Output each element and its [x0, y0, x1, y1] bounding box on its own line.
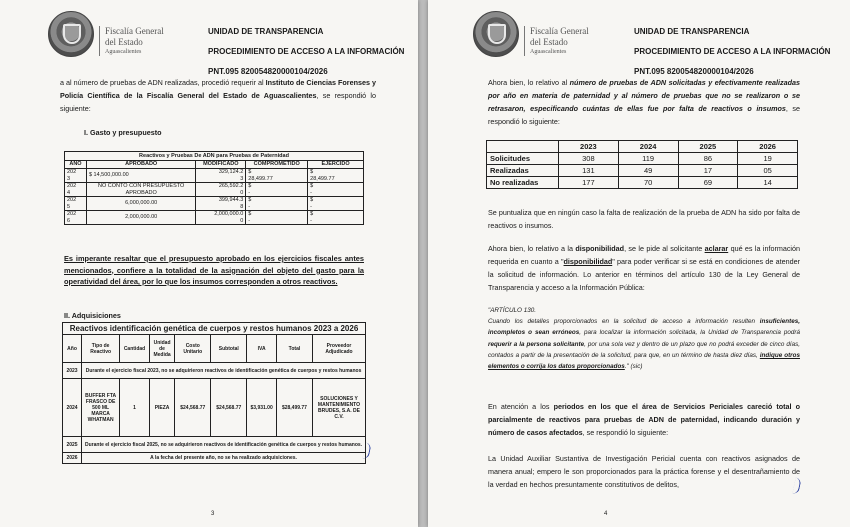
header-titles [634, 22, 830, 82]
table-cell: $24,568.77 [175, 379, 211, 437]
fiscalia-seal-icon [48, 11, 94, 57]
table-cell: $ - [246, 211, 308, 225]
table-cell: 2,000,000.00 [86, 211, 195, 225]
table-cell: 202 6 [65, 211, 87, 225]
table-cell: 69 [678, 177, 738, 189]
procedure-title: PROCEDIMIENTO DE ACCESO A LA INFORMACIÓN [634, 47, 831, 56]
budget-table-caption: Reactivos y Pruebas De ADN para Pruebas de Paternidad [65, 152, 364, 161]
intro-paragraph: a al número de pruebas de ADN realizadas, procedió requerir al Instituto de Ciencias Forenses y Policía Científica de la Fiscalía General del Estado de Aguascalientes, se respondió lo siguiente: [60, 78, 376, 113]
section-heading-gasto: I. Gasto y presupuesto [84, 128, 162, 137]
tests-question-paragraph: Ahora bien, lo relativo al número de pruebas de ADN solicitadas y efectivamente realizadas por año en materia de paternidad y al número de pruebas que no se realizaron o se retrasaron, especificando cuántas de ellas fue por falta de reactivos o insumos, se respondió lo siguiente: [488, 78, 800, 126]
table-cell: 202 4 [65, 183, 87, 197]
availability-paragraph: Ahora bien, lo relativo a la disponibilidad, se le pide al solicitante aclarar qué es la información requerida en cuanto a "disponibilidad" para poder verificar si se está en condiciones de atender la solicitud de información. Lo anterior en términos del artículo 130 de la Ley General de Transparencia y acceso a la Información Pública: [488, 244, 801, 292]
org-name-line2: del Estado [530, 37, 568, 47]
org-brand [99, 26, 209, 56]
unit-title: UNIDAD DE TRANSPARENCIA [634, 27, 750, 36]
org-name-line1: Fiscalía General [530, 26, 589, 36]
table-cell: Realizadas [487, 165, 559, 177]
table-cell: $3,931.00 [247, 379, 277, 437]
budget-emphasis-note: Es imperante resaltar que el presupuesto aprobado en los ejercicios fiscales antes mencionados, confiere a la totalidad de la asignación del objeto del gasto para la operatividad del área, por lo que los insumos corresponden a otros reactivos. [64, 254, 364, 286]
table-row [487, 177, 798, 189]
table-cell: SOLUCIONES Y MANTENIMIENTO BRUDES, S.A. DE C.V. [312, 379, 365, 437]
no-shortage-note: Se puntualiza que en ningún caso la falta de realización de la prueba de ADN ha sido por falta de reactivos o insumos. [488, 208, 800, 230]
table-cell: $ 28,499.77 [246, 169, 308, 183]
table-cell: 265,592.2 0 [196, 183, 246, 197]
table-row [65, 169, 364, 183]
table-cell: 17 [678, 165, 738, 177]
table-cell: BUFFER FTA FRASCO DE 500 ML MARCA WHATMAN [82, 379, 120, 437]
table-cell: $ - [246, 197, 308, 211]
table-cell: $28,499.77 [276, 379, 312, 437]
table-row: 2023 Durante el ejercicio fiscal 2023, no se adquirieron reactivos de identificación genética de cuerpos y restos humanos [63, 363, 366, 379]
folio-number: PNT.095 820054820000104/2026 [208, 67, 328, 76]
dna-tests-table [486, 140, 798, 189]
page-number: 4 [604, 511, 608, 517]
table-row [487, 165, 798, 177]
table-cell: Solicitudes [487, 153, 559, 165]
table-row [487, 153, 798, 165]
document-page-3 [0, 0, 418, 527]
table-row [63, 379, 366, 437]
table-cell: $ - [308, 183, 364, 197]
table-cell: 308 [559, 153, 619, 165]
table-cell: PIEZA [149, 379, 174, 437]
page-header [0, 8, 418, 74]
table-cell: 05 [738, 165, 798, 177]
table-cell: 202 5 [65, 197, 87, 211]
table-row: 2026 A la fecha del presente año, no se ha realizado adquisiciones. [63, 453, 366, 464]
table-cell: 399,944.3 8 [196, 197, 246, 211]
header-titles [208, 22, 404, 82]
table-row [65, 211, 364, 225]
table-row: 2025 Durante el ejercicio fiscal 2025, no se adquirieron reactivos de identificación genética de cuerpos y restos humanos. [63, 437, 366, 453]
page-header [428, 8, 850, 74]
org-brand [524, 26, 634, 56]
table-cell: 19 [738, 153, 798, 165]
article-title: "ARTÍCULO 130. [488, 307, 536, 314]
budget-table [64, 151, 364, 225]
acquisitions-table-header: Año Tipo de Reactivo Cantidad Unidad de Medida Costo Unitario Subtotal IVA Total Proveedor Adjudicado [63, 335, 366, 363]
fiscalia-seal-icon [473, 11, 519, 57]
procedure-title: PROCEDIMIENTO DE ACCESO A LA INFORMACIÓN [208, 47, 405, 56]
org-name-line3: Aguascalientes [105, 49, 142, 55]
table-cell: 177 [559, 177, 619, 189]
table-cell: 70 [618, 177, 678, 189]
table-cell: 2024 [63, 379, 82, 437]
table-cell: NO CONTO CON PRESUPUESTO APROBADO [86, 183, 195, 197]
folio-number: PNT.095 820054820000104/2026 [634, 67, 754, 76]
table-cell: 329,124.2 3 [196, 169, 246, 183]
table-cell: $ 28,499.77 [308, 169, 364, 183]
table-row [65, 197, 364, 211]
org-name-line1: Fiscalía General [105, 26, 164, 36]
table-row [65, 183, 364, 197]
table-cell: 49 [618, 165, 678, 177]
table-cell: $ - [308, 197, 364, 211]
table-cell: $24,568.77 [211, 379, 247, 437]
table-cell: 1 [120, 379, 150, 437]
acquisitions-table-caption: Reactivos identificación genética de cuerpos y restos humanos 2023 a 2026 [63, 323, 366, 335]
dna-tests-table-header: 2023 2024 2025 2026 [487, 141, 798, 153]
document-page-4 [428, 0, 850, 527]
reagents-assignment-paragraph: La Unidad Auxiliar Sustantiva de Investigación Pericial cuenta con reactivos asignados de manera anual; empero le son proporcionados para la práctica forense y el desentrañamiento de la verdad en hechos presuntamente constitutivos de delitos, [488, 454, 800, 489]
table-cell: 131 [559, 165, 619, 177]
table-cell: No realizadas [487, 177, 559, 189]
unit-title: UNIDAD DE TRANSPARENCIA [208, 27, 324, 36]
table-cell: $ - [308, 211, 364, 225]
acquisitions-table [62, 322, 366, 464]
table-cell: 14 [738, 177, 798, 189]
section-heading-adquisiciones: II. Adquisiciones [64, 311, 121, 320]
table-cell: 86 [678, 153, 738, 165]
page-number: 3 [211, 511, 215, 517]
table-cell: 6,000,000.00 [86, 197, 195, 211]
table-cell: $ - [246, 183, 308, 197]
table-cell: 202 3 [65, 169, 87, 183]
table-cell: $ 14,500,000.00 [86, 169, 195, 183]
budget-table-header: AÑO APROBADO MODIFICADO COMPROMETIDO EJERCIDO [65, 161, 364, 169]
table-cell: 2,000,000.0 0 [196, 211, 246, 225]
org-name-line2: del Estado [105, 37, 143, 47]
table-cell: 119 [618, 153, 678, 165]
org-name-line3: Aguascalientes [530, 49, 567, 55]
reagent-shortage-paragraph: En atención a los periodos en los que el área de Servicios Periciales careció total o parcialmente de reactivos para pruebas de ADN de paternidad, indicando duración y número de casos afectados, se respondió lo siguiente: [488, 402, 801, 437]
article-130-quote: "ARTÍCULO 130. Cuando los detalles proporcionados en la solicitud de acceso a información resulten insuficientes, incompletos o sean erróneos, para localizar la información solicitada, la Unidad de Transparencia podrá requerir a la persona solicitante, por una sola vez y dentro de un plazo que no podrá exceder de cinco días, contados a partir de la presentación de la solicitud, para que, en un término de hasta diez días, indique otros elementos o corrija los datos proporcionados." (sic) [488, 307, 800, 371]
